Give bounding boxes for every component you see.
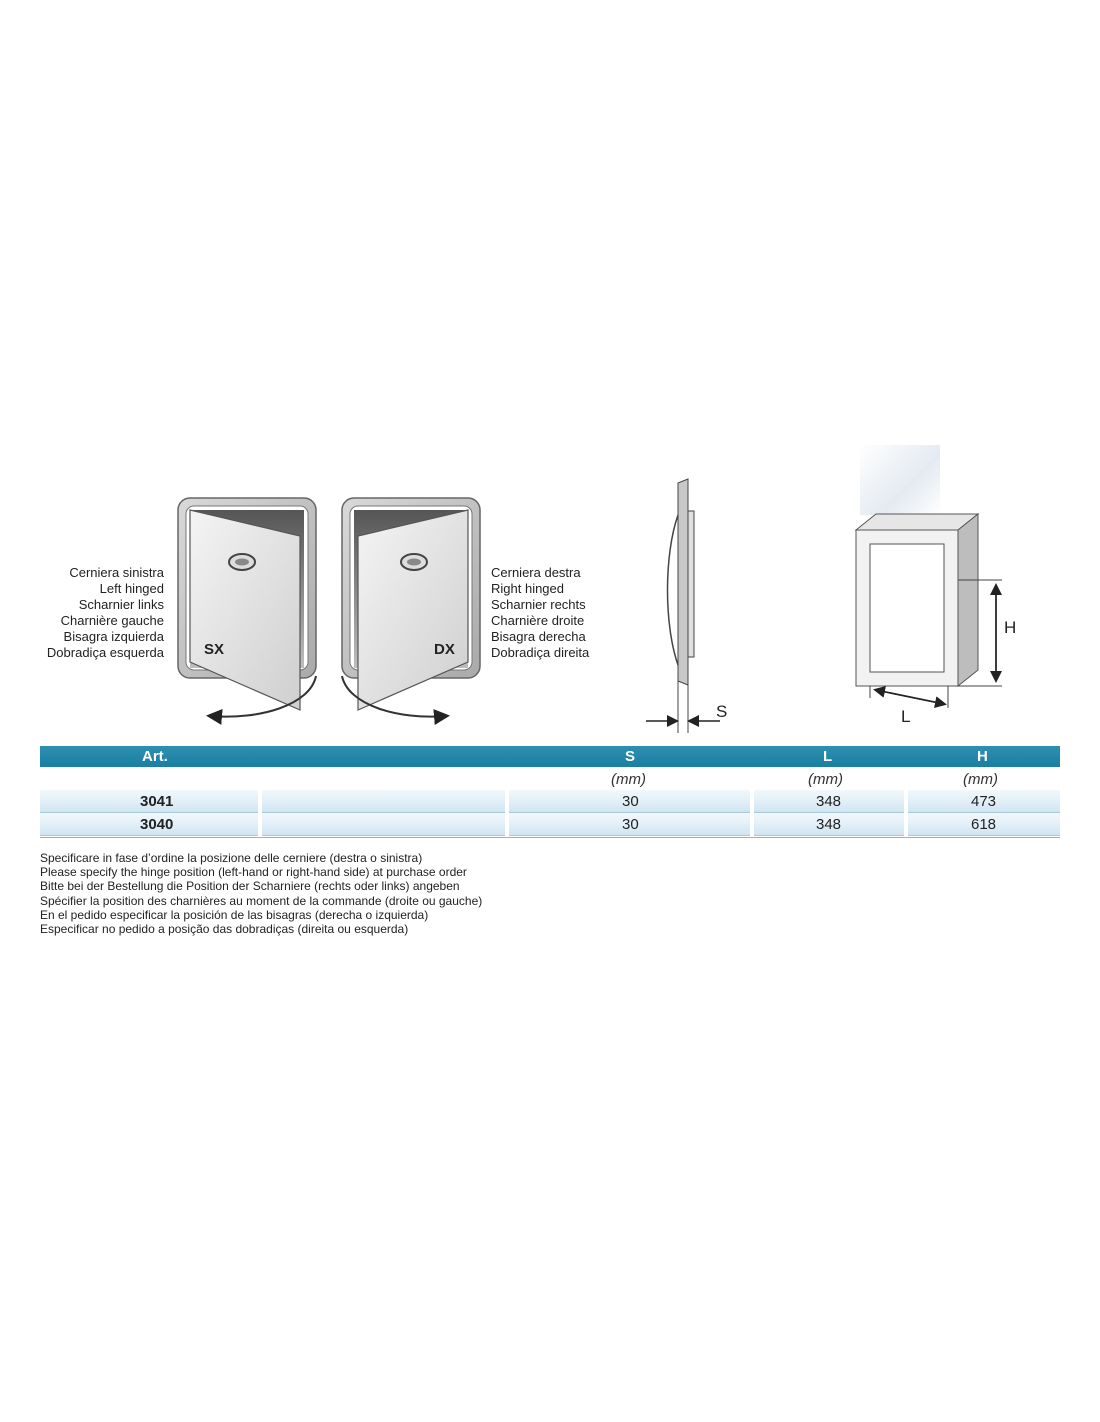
right-label: Cerniera destra <box>491 565 581 580</box>
row-l: 348 <box>816 816 842 833</box>
row-art: 3041 <box>140 793 174 810</box>
sx-badge: SX <box>204 641 225 658</box>
note-line: Specificare in fase d’ordine la posizione delle cerniere (destra o sinistra) <box>40 851 423 865</box>
unit-h: (mm) <box>963 771 998 788</box>
header-art: Art. <box>142 748 168 765</box>
header-l: L <box>823 748 833 765</box>
row-art: 3040 <box>140 816 174 833</box>
door-illustrations <box>170 490 490 730</box>
note-line: Please specify the hinge position (left-hand or right-hand side) at purchase order <box>40 865 467 880</box>
left-label: Dobradiça esquerda <box>46 645 164 660</box>
left-label: Bisagra izquierda <box>63 629 164 644</box>
note-line: Bitte bei der Bestellung die Position der Scharniere (rechts oder links) angeben <box>40 879 460 894</box>
side-profile-diagram <box>640 475 750 735</box>
row-h: 618 <box>971 816 997 833</box>
right-label: Charnière droite <box>491 613 585 628</box>
header-h: H <box>977 748 988 765</box>
left-label: Scharnier links <box>78 597 164 612</box>
order-notes <box>40 851 482 936</box>
table-bottom-rule <box>40 837 1060 838</box>
note-line: Especificar no pedido a posição das dobradiças (direita ou esquerda) <box>40 922 409 937</box>
right-label: Bisagra derecha <box>491 629 586 644</box>
left-label: Left hinged <box>99 581 164 596</box>
specs-table <box>40 746 1060 838</box>
left-label: Charnière gauche <box>60 613 164 628</box>
row-s: 30 <box>622 816 639 833</box>
header-s: S <box>625 748 636 765</box>
unit-s: (mm) <box>611 771 646 788</box>
right-label: Scharnier rechts <box>491 597 586 612</box>
table-row <box>40 790 1060 812</box>
note-line: Spécifier la position des charnières au moment de la commande (droite ou gauche) <box>40 893 483 908</box>
l-dimension-label: L <box>901 707 911 726</box>
left-door-diagram <box>178 498 316 717</box>
s-dimension-label: S <box>716 702 728 721</box>
left-label: Cerniera sinistra <box>69 565 164 580</box>
right-hinge-labels <box>491 565 589 661</box>
row-s: 30 <box>622 793 639 810</box>
row-l: 348 <box>816 793 842 810</box>
right-label: Dobradiça direita <box>491 645 590 660</box>
left-hinge-labels <box>40 565 164 661</box>
frame-diagram <box>840 500 1040 730</box>
table-units <box>40 767 1060 790</box>
dx-badge: DX <box>434 641 455 658</box>
right-label: Right hinged <box>491 581 564 596</box>
note-line: En el pedido especificar la posición de las bisagras (derecha o izquierda) <box>40 907 429 922</box>
right-door-diagram <box>342 498 480 717</box>
row-h: 473 <box>971 793 997 810</box>
unit-l: (mm) <box>808 771 843 788</box>
h-dimension-label: H <box>1004 618 1017 637</box>
table-row <box>40 813 1060 835</box>
table-header <box>40 746 1060 767</box>
